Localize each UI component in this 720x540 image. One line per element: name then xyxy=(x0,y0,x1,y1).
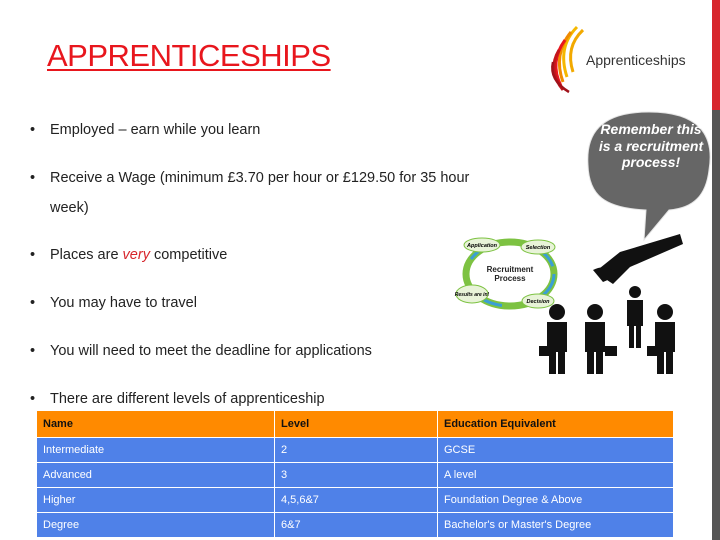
bullet-deadline: • You will need to meet the deadline for applications xyxy=(30,343,372,359)
page-title: APPRENTICESHIPS xyxy=(47,38,331,73)
cell-level: 2 xyxy=(275,438,438,463)
person-1 xyxy=(539,304,567,374)
table-row xyxy=(37,513,674,538)
bullet-wage-cont: week) xyxy=(50,200,89,216)
bullet-travel: • You may have to travel xyxy=(30,295,197,311)
cell-education: Foundation Degree & Above xyxy=(438,488,674,513)
header-education: Education Equivalent xyxy=(438,411,674,438)
bullet-levels: • There are different levels of apprenticeship xyxy=(30,391,325,407)
logo-text: Apprenticeships xyxy=(586,52,686,68)
cell-name: Advanced xyxy=(37,463,275,488)
callout-text: Remember this is a recruitment process! xyxy=(598,121,704,170)
bullet-employed: • Employed – earn while you learn xyxy=(30,122,261,138)
cycle-stage-application xyxy=(464,238,500,252)
lifted-person xyxy=(627,286,643,348)
cell-name: Intermediate xyxy=(37,438,275,463)
apprenticeship-levels-table xyxy=(36,410,674,538)
cycle-stage-results xyxy=(455,285,490,303)
table-row xyxy=(37,438,674,463)
cell-education: Bachelor's or Master's Degree xyxy=(438,513,674,538)
table-row xyxy=(37,488,674,513)
bullet-competitive: • Places are very competitive xyxy=(30,247,228,263)
recruitment-people-icon xyxy=(535,232,685,377)
table-row xyxy=(37,463,674,488)
cell-name: Degree xyxy=(37,513,275,538)
svg-text:Selection: Selection xyxy=(525,245,551,251)
header-level: Level xyxy=(275,411,438,438)
cell-level: 4,5,6&7 xyxy=(275,488,438,513)
person-2 xyxy=(585,304,617,374)
cell-level: 6&7 xyxy=(275,513,438,538)
svg-text:Results are in!: Results are in! xyxy=(454,292,490,298)
cell-education: A level xyxy=(438,463,674,488)
table-header-row xyxy=(37,411,674,438)
sunburst-icon xyxy=(552,27,583,92)
svg-text:Decision: Decision xyxy=(526,299,550,305)
cell-education: GCSE xyxy=(438,438,674,463)
cell-name: Higher xyxy=(37,488,275,513)
svg-text:Application: Application xyxy=(467,243,497,249)
person-3 xyxy=(647,304,675,374)
cell-level: 3 xyxy=(275,463,438,488)
bullet-wage: • Receive a Wage (minimum £3.70 per hour or £129.50 for 35 hour xyxy=(30,170,470,186)
cycle-center-line1: Recruitment xyxy=(486,265,534,274)
cycle-center-line2: Process xyxy=(494,274,526,283)
red-accent-bar xyxy=(712,0,720,110)
header-name: Name xyxy=(37,411,275,438)
